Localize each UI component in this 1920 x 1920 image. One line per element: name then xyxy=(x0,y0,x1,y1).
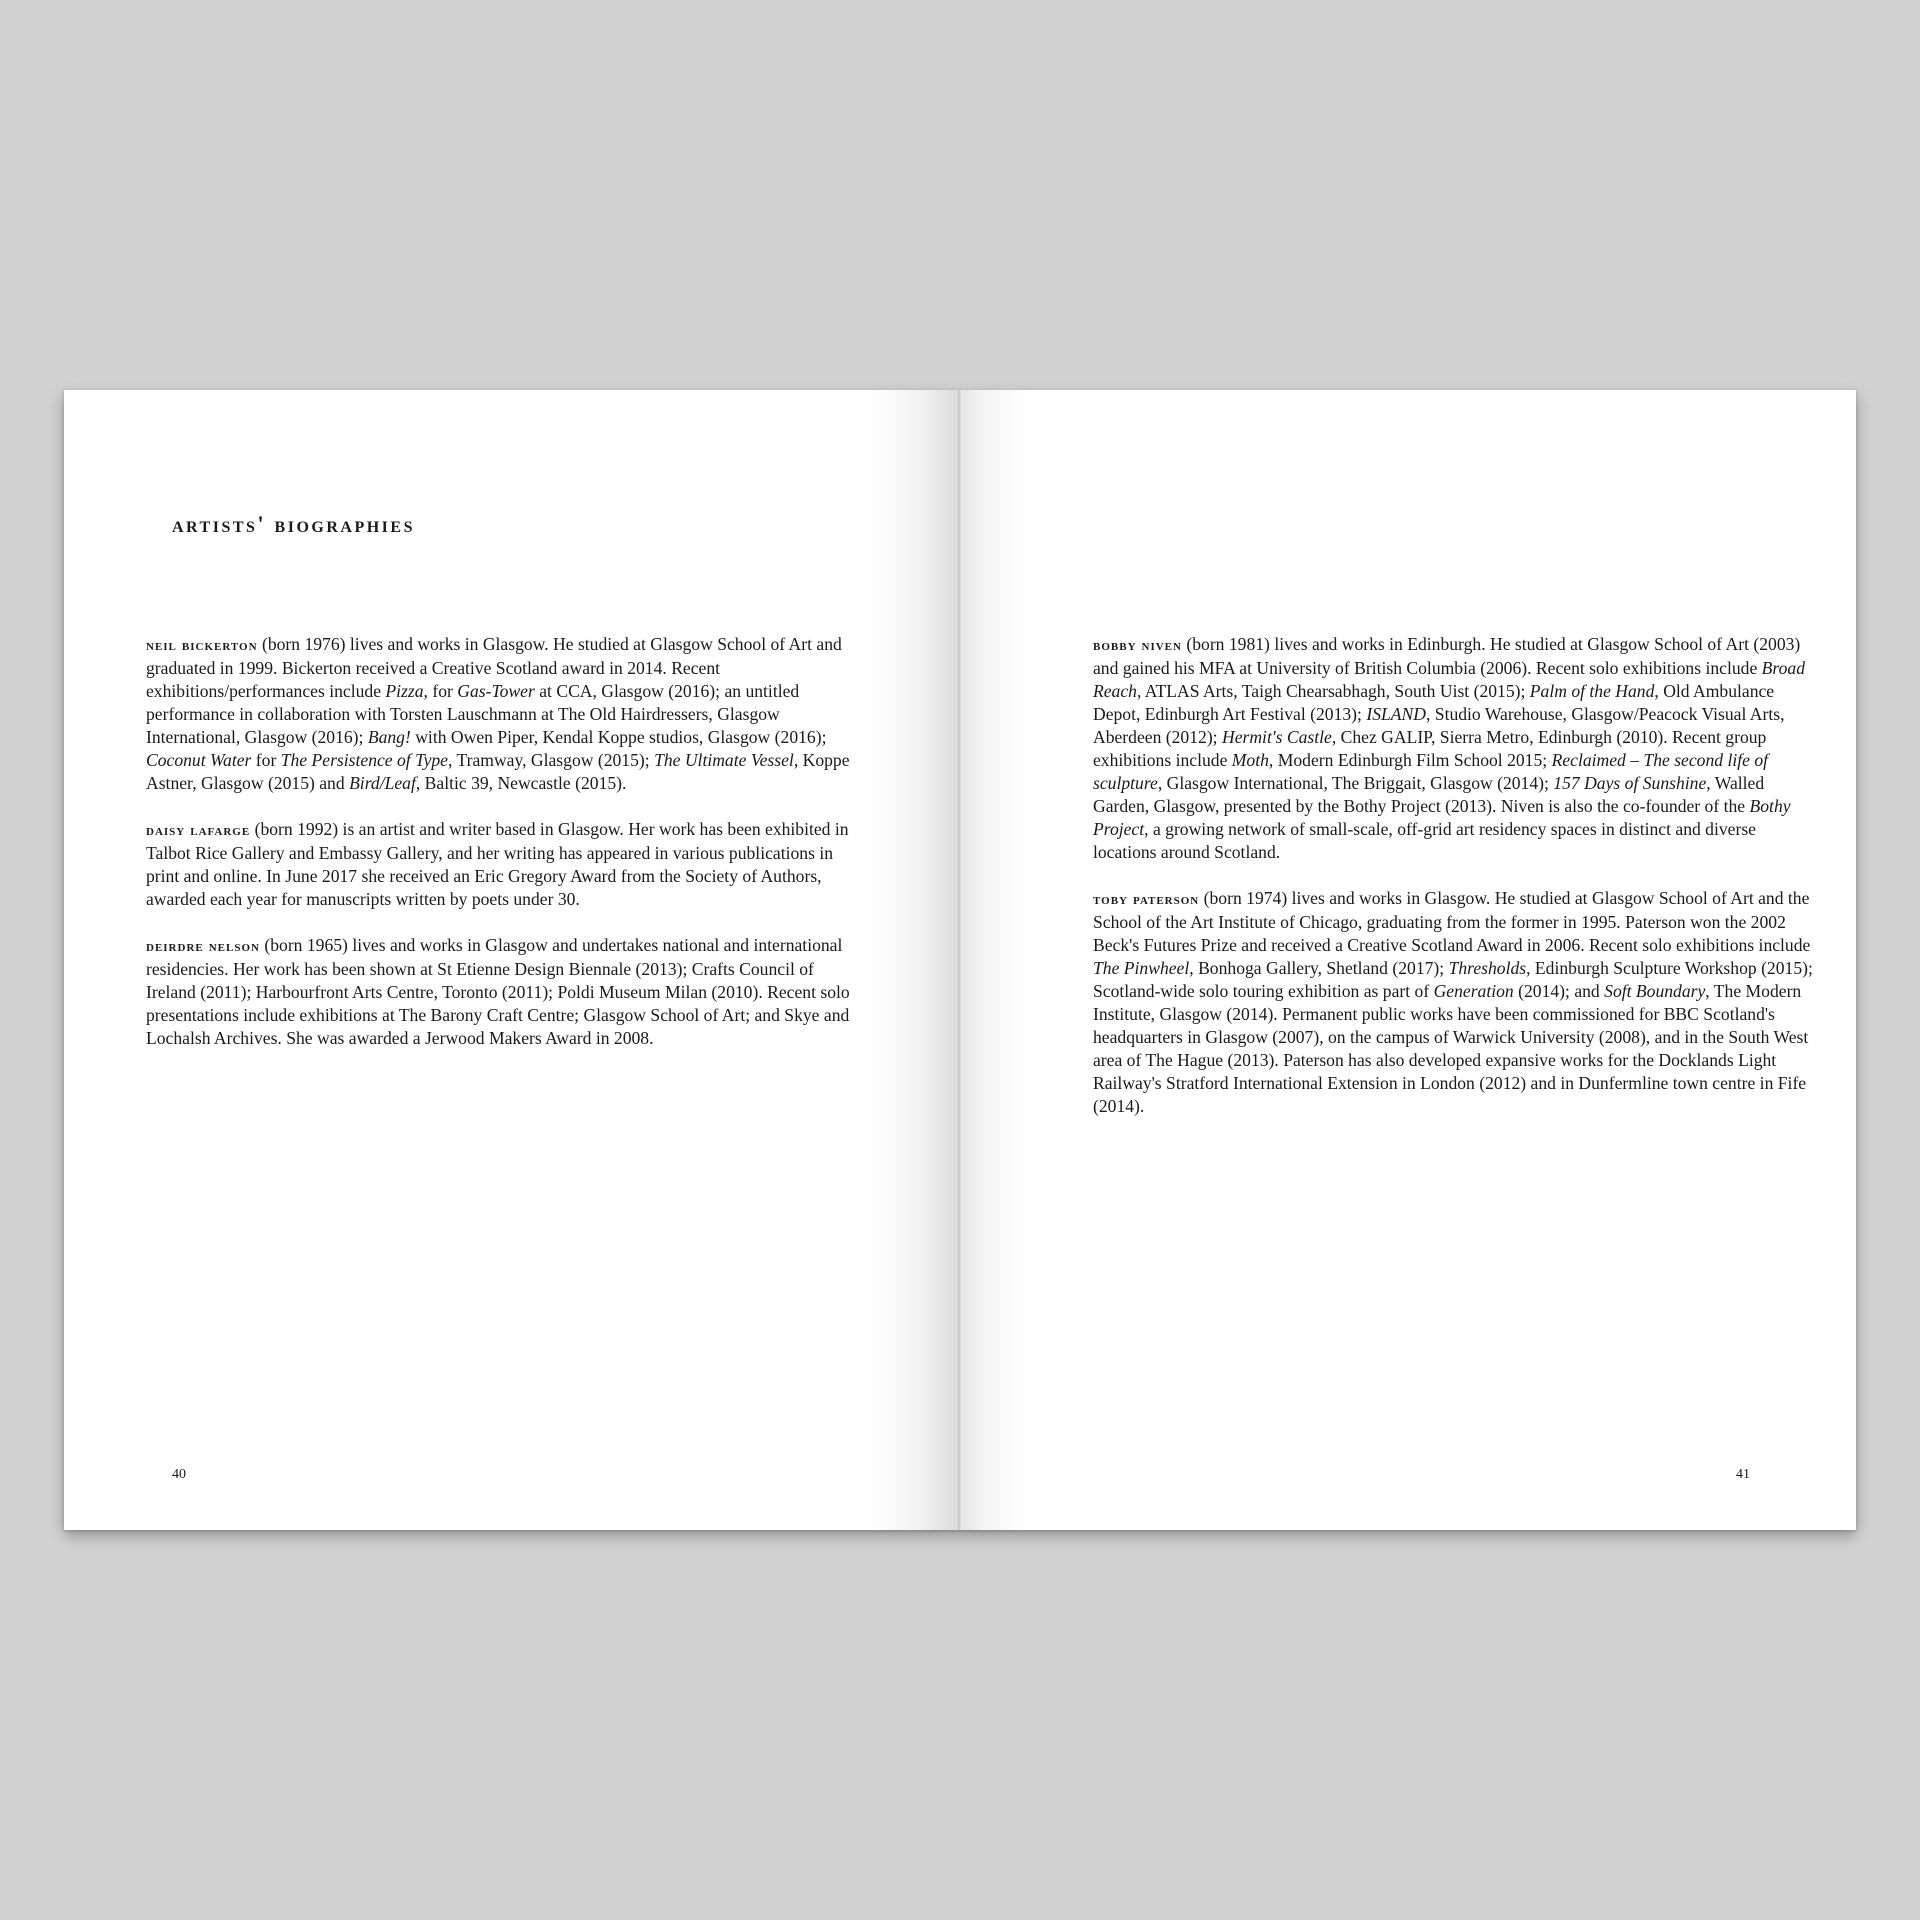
page-number-left: 40 xyxy=(172,1467,186,1482)
right-bio-2 xyxy=(1093,887,1813,1118)
bio-text: (born 1981) lives and works in Edinburgh. He studied at Glasgow School of Art (2003) and gained his MFA at University of British Columbia (2006). Recent solo exhibitions include xyxy=(1093,634,1801,678)
work-title: The Pinwheel xyxy=(1093,958,1190,978)
work-title: The Ultimate Vessel xyxy=(654,750,794,770)
work-title: Reclaimed – The second life of sculpture xyxy=(1093,750,1769,793)
bio-text: (born 1976) lives and works in Glasgow. He studied at Glasgow School of Art and graduated in 1999. Bickerton received a Creative Scotland award in 2014. Recent exhibitions/performances include xyxy=(146,634,842,701)
right-bio-column xyxy=(1093,633,1813,1141)
bio-text: , Glasgow International, The Briggait, Glasgow (2014); xyxy=(1157,773,1554,793)
bio-text: , Koppe Astner, Glasgow (2015) and xyxy=(146,750,850,793)
work-title: Hermit's Castle xyxy=(1221,727,1332,747)
work-title: Gas-Tower xyxy=(457,681,535,701)
artist-name: neil bickerton xyxy=(146,637,258,654)
artist-name: deirdre nelson xyxy=(146,938,260,955)
gutter-shadow-right xyxy=(960,390,1030,1530)
right-bio-1 xyxy=(1093,633,1813,864)
work-title: Thresholds xyxy=(1448,958,1527,978)
bio-text: (born 1974) lives and works in Glasgow. He studied at Glasgow School of Art and the School of the Art Institute of Chicago, graduating from the former in 1995. Paterson won the 2002 Beck's Futures Prize and received a Creative Scotland Award in 2006. Recent solo exhibitions include xyxy=(1093,888,1811,955)
page-number-right: 41 xyxy=(1736,1467,1750,1482)
bio-text: , Chez GALIP, Sierra Metro, Edinburgh (2010). Recent group exhibitions include xyxy=(1093,727,1767,770)
bio-text: , Edinburgh Sculpture Workshop (2015); Scotland-wide solo touring exhibition as part of xyxy=(1093,958,1813,1001)
left-page xyxy=(64,390,960,1530)
bio-text: , Walled Garden, Glasgow, presented by the Bothy Project (2013). Niven is also the co-founder of the xyxy=(1093,773,1765,816)
right-page xyxy=(960,390,1856,1530)
work-title: The Persistence of Type xyxy=(280,750,448,770)
left-bio-column xyxy=(146,633,866,1073)
work-title: Coconut Water xyxy=(146,750,252,770)
bio-text: at CCA, Glasgow (2016); an untitled performance in collaboration with Torsten Lauschmann at The Old Hairdressers, Glasgow International, Glasgow (2016); xyxy=(146,681,800,747)
page-heading: artists' biographies xyxy=(172,512,415,537)
bio-text: with Owen Piper, Kendal Koppe studios, Glasgow (2016); xyxy=(410,727,827,747)
bio-text: , Modern Edinburgh Film School 2015; xyxy=(1268,750,1552,770)
bio-text: , ATLAS Arts, Taigh Chearsabhagh, South Uist (2015); xyxy=(1136,681,1530,701)
work-title: ISLAND xyxy=(1366,704,1426,724)
artist-name: toby paterson xyxy=(1093,891,1200,908)
bio-text: , Bonhoga Gallery, Shetland (2017); xyxy=(1189,958,1449,978)
left-bio-3 xyxy=(146,934,866,1050)
bio-text: , Baltic 39, Newcastle (2015). xyxy=(415,773,627,793)
bio-text: (born 1965) lives and works in Glasgow and undertakes national and international residencies. Her work has been shown at St Etienne Design Biennale (2013); Crafts Council of Ireland (2011); Harbourfront Arts Centre, Toronto (2011); Poldi Museum Milan (2010). Recent solo presentations include exhibitions at The Barony Craft Centre; Glasgow School of Art; and Skye and Lochalsh Archives. She was awarded a Jerwood Makers Award in 2008. xyxy=(146,935,850,1048)
work-title: Pizza xyxy=(385,681,424,701)
bio-text: (born 1992) is an artist and writer based in Glasgow. Her work has been exhibited in Talbot Rice Gallery and Embassy Gallery, and her writing has appeared in various publications in print and online. In June 2017 she received an Eric Gregory Award from the Society of Authors, awarded each year for manuscripts written by poets under 30. xyxy=(146,819,849,909)
work-title: Bothy Project xyxy=(1093,796,1791,839)
bio-text: for xyxy=(251,750,281,770)
book-spread xyxy=(64,390,1856,1530)
work-title: Bang! xyxy=(367,727,411,747)
bio-text: (2014); and xyxy=(1513,981,1605,1001)
gutter-shadow-left xyxy=(870,390,960,1530)
left-bio-1 xyxy=(146,633,866,795)
work-title: Broad Reach xyxy=(1093,658,1805,701)
work-title: Bird/Leaf xyxy=(349,773,416,793)
bio-text: , for xyxy=(423,681,458,701)
left-bio-2 xyxy=(146,818,866,911)
spine-fold xyxy=(958,390,961,1530)
work-title: Generation xyxy=(1433,981,1514,1001)
work-title: Moth xyxy=(1231,750,1269,770)
bio-text: , The Modern Institute, Glasgow (2014). Permanent public works have been commissioned for BBC Scotland's headquarters in Glasgow (2007), on the campus of Warwick University (2008), and in the South West area of The Hague (2013). Paterson has also developed expansive works for the Docklands Light Railway's Stratford International Extension in London (2012) and in Dunfermline town centre in Fife (2014). xyxy=(1093,981,1809,1116)
bio-text: , a growing network of small-scale, off-grid art residency spaces in distinct and diverse locations around Scotland. xyxy=(1093,819,1756,862)
work-title: 157 Days of Sunshine xyxy=(1553,773,1707,793)
artist-name: daisy lafarge xyxy=(146,822,251,839)
bio-text: , Tramway, Glasgow (2015); xyxy=(447,750,655,770)
bio-text: , Studio Warehouse, Glasgow/Peacock Visual Arts, Aberdeen (2012); xyxy=(1093,704,1785,747)
work-title: Soft Boundary xyxy=(1604,981,1706,1001)
artist-name: bobby niven xyxy=(1093,637,1182,654)
bio-text: , Old Ambulance Depot, Edinburgh Art Festival (2013); xyxy=(1093,681,1775,724)
work-title: Palm of the Hand xyxy=(1529,681,1655,701)
